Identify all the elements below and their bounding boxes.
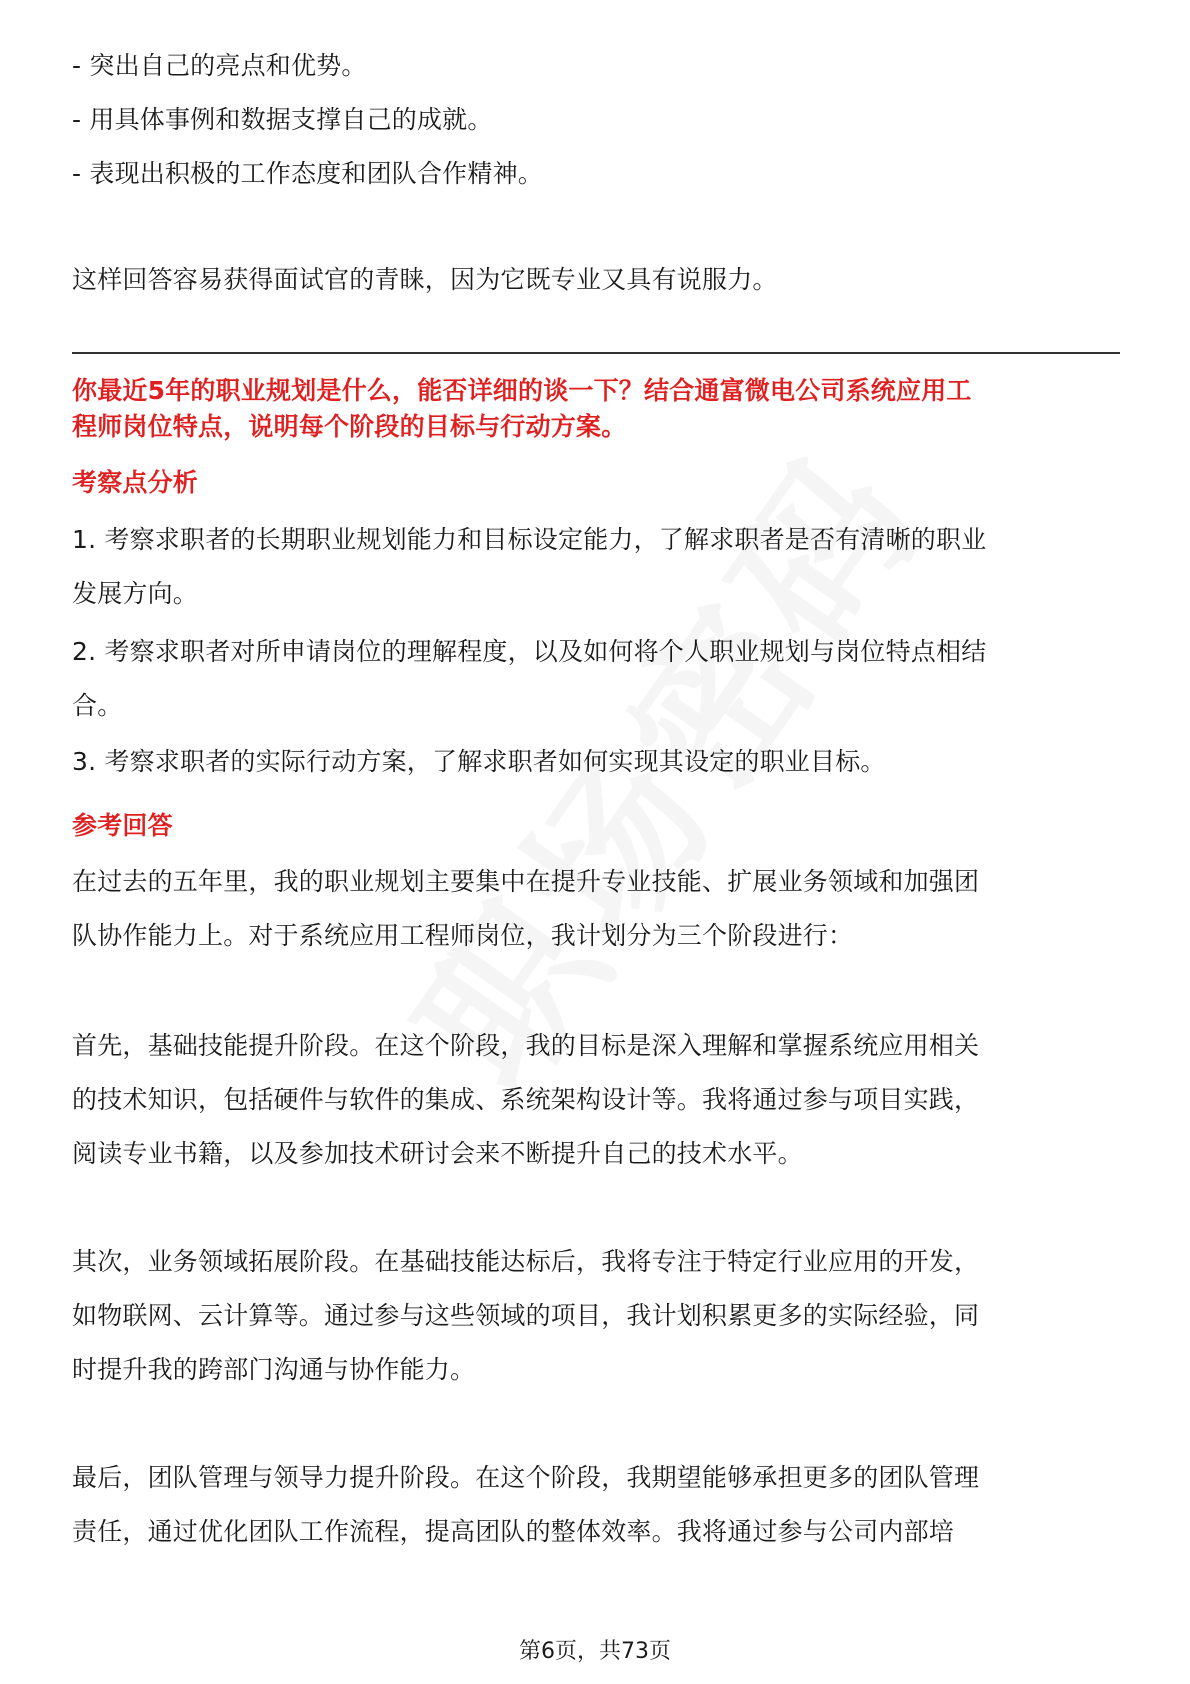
answer-line: 责任，通过优化团队工作流程，提高团队的整体效率。我将通过参与公司内部培	[72, 1517, 955, 1546]
analysis-line: 3. 考察求职者的实际行动方案，了解求职者如何实现其设定的职业目标。	[72, 747, 886, 776]
answer-heading: 参考回答	[72, 811, 173, 840]
answer-line: 在过去的五年里，我的职业规划主要集中在提升专业技能、扩展业务领域和加强团	[72, 867, 980, 896]
bullet-item: - 用具体事例和数据支撑自己的成就。	[72, 105, 493, 134]
bullet-item: - 突出自己的亮点和优势。	[72, 51, 367, 80]
answer-line: 首先，基础技能提升阶段。在这个阶段，我的目标是深入理解和掌握系统应用相关	[72, 1031, 980, 1060]
analysis-heading: 考察点分析	[72, 468, 199, 497]
answer-line: 其次，业务领域拓展阶段。在基础技能达标后，我将专注于特定行业应用的开发，	[72, 1247, 980, 1276]
section-divider	[72, 352, 1120, 354]
answer-line: 的技术知识，包括硬件与软件的集成、系统架构设计等。我将通过参与项目实践，	[72, 1085, 980, 1114]
analysis-line: 1. 考察求职者的长期职业规划能力和目标设定能力，了解求职者是否有清晰的职业	[72, 525, 987, 554]
question-line: 程师岗位特点，说明每个阶段的目标与行动方案。	[72, 412, 627, 441]
answer-line: 时提升我的跨部门沟通与协作能力。	[72, 1355, 476, 1384]
answer-line: 如物联网、云计算等。通过参与这些领域的项目，我计划积累更多的实际经验，同	[72, 1301, 980, 1330]
question-line: 你最近5年的职业规划是什么，能否详细的谈一下？结合通富微电公司系统应用工	[72, 376, 972, 405]
answer-line: 队协作能力上。对于系统应用工程师岗位，我计划分为三个阶段进行：	[72, 921, 854, 950]
analysis-line: 2. 考察求职者对所申请岗位的理解程度，以及如何将个人职业规划与岗位特点相结	[72, 637, 987, 666]
answer-line: 阅读专业书籍，以及参加技术研讨会来不断提升自己的技术水平。	[72, 1139, 803, 1168]
analysis-line: 发展方向。	[72, 579, 199, 608]
analysis-line: 合。	[72, 691, 123, 720]
closing-paragraph: 这样回答容易获得面试官的青睐，因为它既专业又具有说服力。	[72, 265, 778, 294]
page-number: 第6页，共73页	[519, 1639, 671, 1664]
bullet-item: - 表现出积极的工作态度和团队合作精神。	[72, 159, 543, 188]
answer-line: 最后，团队管理与领导力提升阶段。在这个阶段，我期望能够承担更多的团队管理	[72, 1463, 980, 1492]
